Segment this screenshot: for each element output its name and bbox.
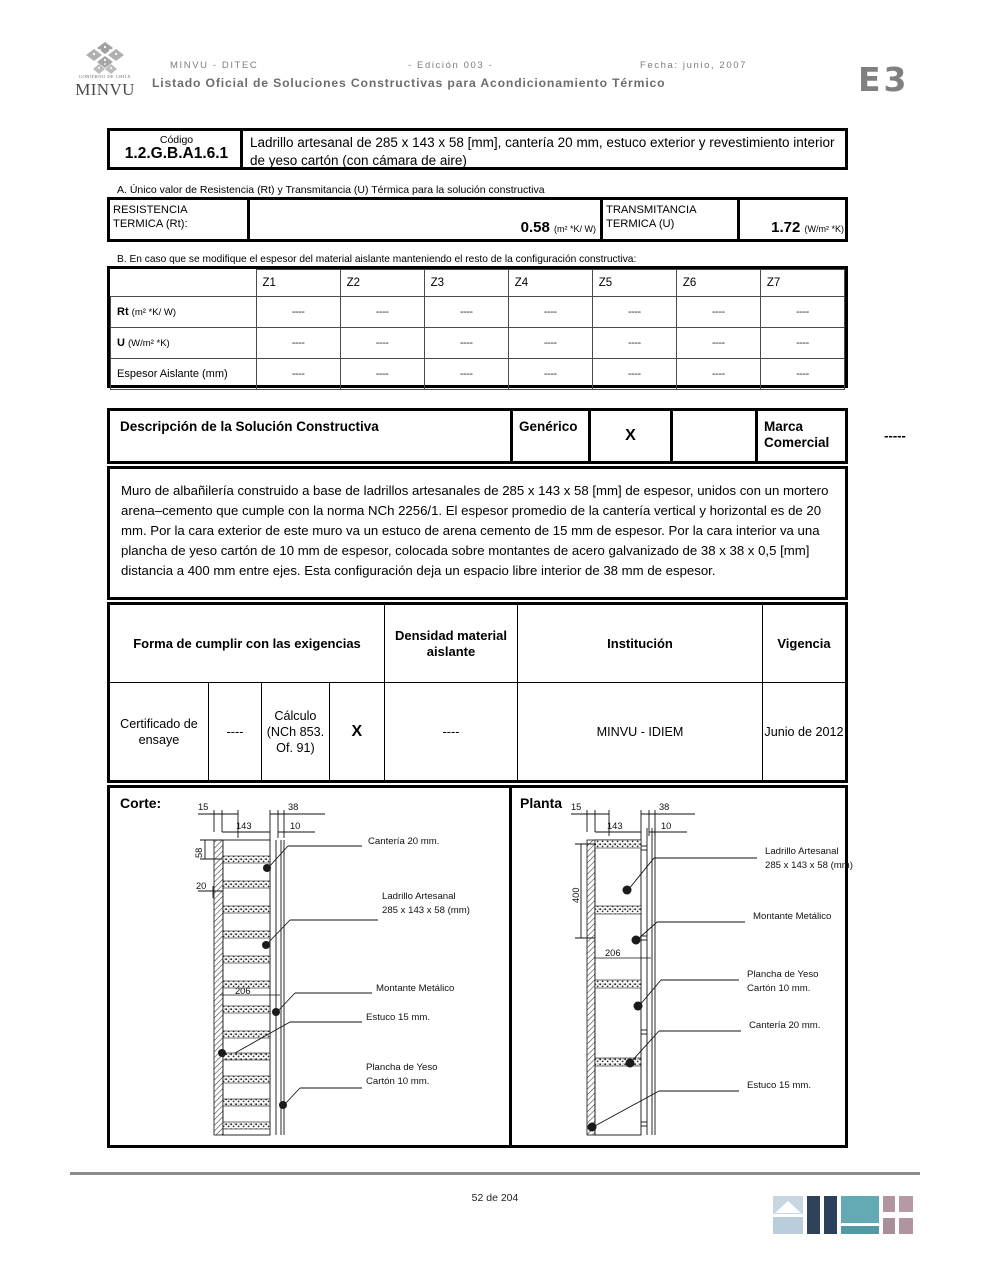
description-header-row [107, 408, 906, 464]
cell-u-z1: ---- [256, 328, 340, 359]
cell-rt-z2: ---- [340, 297, 424, 328]
logo-minvu-text: MINVU [75, 80, 135, 99]
compliance-header-row [110, 605, 845, 683]
logo-gobierno-text: GOBIERNO DE CHILE [78, 74, 132, 79]
generico-label: Genérico [519, 419, 578, 434]
header-forma: Forma de cumplir con las exigencias [110, 605, 385, 683]
cell-u-z2: ---- [340, 328, 424, 359]
description-text: Muro de albañilería construido a base de ladrillos artesanales de 285 x 143 x 58 [mm] de espesor, unidos con un mortero arena–cemento que cumple con la norma NCh 2256/1. El espesor promedio de la cantería vertical y horizontal es de 20 mm. Por la cara exterior de este muro va un estuco de arena cemento de 15 mm de espesor. Por la cara interior va una plancha de yeso cartón de 10 mm de espesor, colocada sobre montantes de acero galvanizado de 38 x 38 x 0,5 [mm] distancia a 400 mm entre ejes. Esta configuración deja un espacio libre interior de 38 mm de espesor. [121, 483, 829, 578]
zone-header-z7: Z7 [760, 270, 844, 297]
compliance-table [107, 602, 848, 783]
cell-u-z6: ---- [676, 328, 760, 359]
planta-drawing [509, 788, 851, 1145]
cell-rt-z5: ---- [592, 297, 676, 328]
vigencia-value: Junio de 2012 [763, 683, 846, 781]
cell-rt-z4: ---- [508, 297, 592, 328]
cell-esp-z4: ---- [508, 359, 592, 390]
page-header [0, 0, 990, 112]
corte-title: Corte: [120, 795, 162, 811]
institucion-value: MINVU - IDIEM [518, 683, 763, 781]
zone-table [110, 269, 845, 390]
compliance-data-row [110, 683, 845, 781]
corte-drawing [110, 788, 509, 1145]
header-densidad: Densidad material aislante [385, 605, 518, 683]
cell-esp-z7: ---- [760, 359, 844, 390]
table-row [111, 328, 845, 359]
zone-header-z5: Z5 [592, 270, 676, 297]
zone-header-z6: Z6 [676, 270, 760, 297]
planta-label-ladrillo-1: Ladrillo Artesanal [765, 846, 839, 857]
cell-rt-z6: ---- [676, 297, 760, 328]
section-a-note: A. Único valor de Resistencia (Rt) y Transmitancia (U) Térmica para la solución constructiva [117, 184, 545, 196]
corte-dim-206: 206 [235, 986, 251, 996]
corte-dim-38: 38 [288, 802, 299, 812]
planta-label-plancha-2: Cartón 10 mm. [747, 983, 811, 994]
planta-label-ladrillo-2: 285 x 143 x 58 (mm) [765, 860, 853, 871]
table-header-row [111, 270, 845, 297]
transmitancia-value: 1.72 (W/m² *K) [771, 219, 844, 236]
footer-logo [773, 1196, 913, 1240]
section-b-note: B. En caso que se modifique el espesor del material aislante manteniendo el resto de la configuración constructiva: [117, 254, 637, 265]
calculo-mark: X [329, 683, 384, 781]
description-title: Descripción de la Solución Constructiva [120, 419, 379, 434]
cell-esp-z1: ---- [256, 359, 340, 390]
header-vigencia: Vigencia [763, 605, 846, 683]
corte-dim-10: 10 [290, 821, 301, 831]
cell-esp-z2: ---- [340, 359, 424, 390]
header-edition: - Edición 003 - [408, 60, 494, 71]
code-label: Código [159, 134, 194, 146]
compliance-grid [110, 605, 845, 780]
corte-label-canteria: Cantería 20 mm. [368, 836, 440, 847]
certificado-label: Certificado de ensaye [110, 683, 208, 781]
code-description: Ladrillo artesanal de 285 x 143 x 58 [mm], cantería 20 mm, estuco exterior y revestimiento interior de yeso cartón (con cámara de aire) [250, 135, 835, 168]
header-title: Listado Oficial de Soluciones Constructivas para Acondicionamiento Térmico [152, 76, 666, 90]
drawings-panel [107, 785, 853, 1148]
planta-label-montante: Montante Metálico [753, 911, 832, 922]
row-label-u: U (W/m² *K) [111, 328, 257, 359]
planta-dim-38: 38 [659, 802, 670, 812]
header-org: MINVU - DITEC [170, 60, 259, 71]
cell-esp-z6: ---- [676, 359, 760, 390]
resistencia-label: RESISTENCIA TERMICA (Rt): [113, 204, 188, 230]
transmitancia-label: TRANSMITANCIA TERMICA (U) [606, 204, 697, 230]
header-institucion: Institución [518, 605, 763, 683]
corte-label-ladrillo-1: Ladrillo Artesanal [382, 891, 456, 902]
cell-u-z4: ---- [508, 328, 592, 359]
planta-label-plancha-1: Plancha de Yeso [747, 969, 819, 980]
section-b-table [107, 266, 848, 388]
cell-u-z5: ---- [592, 328, 676, 359]
marca-mark: ----- [884, 428, 906, 443]
corte-label-ladrillo-2: 285 x 143 x 58 (mm) [382, 905, 470, 916]
header-section-code: E3 [858, 60, 910, 99]
zone-corner-cell [111, 270, 257, 297]
cell-u-z7: ---- [760, 328, 844, 359]
planta-dim-206: 206 [605, 948, 621, 958]
table-row [111, 297, 845, 328]
section-a-table [107, 197, 848, 242]
planta-label-canteria: Cantería 20 mm. [749, 1020, 821, 1031]
corte-label-plancha-2: Cartón 10 mm. [366, 1076, 430, 1087]
planta-label-estuco: Estuco 15 mm. [747, 1080, 811, 1091]
corte-dim-58: 58 [194, 847, 204, 858]
corte-dim-20: 20 [196, 881, 207, 891]
marca-label: Marca Comercial [764, 419, 830, 450]
corte-label-montante: Montante Metálico [376, 983, 455, 994]
footer-rule [70, 1172, 920, 1175]
densidad-value: ---- [385, 683, 518, 781]
resistencia-value-cell [250, 200, 600, 239]
row-label-rt: Rt (m² *K/ W) [111, 297, 257, 328]
zone-header-z4: Z4 [508, 270, 592, 297]
corte-dim-15: 15 [198, 802, 209, 812]
certificado-mark: ---- [208, 683, 261, 781]
code-value: 1.2.G.B.A1.6.1 [124, 145, 229, 162]
desc-div1 [510, 411, 513, 461]
transmitancia-value-cell [740, 200, 848, 239]
cell-rt-z7: ---- [760, 297, 844, 328]
planta-dim-15: 15 [571, 802, 582, 812]
code-table [107, 128, 848, 170]
header-date: Fecha: junio, 2007 [640, 60, 747, 71]
calculo-label: Cálculo (NCh 853. Of. 91) [262, 683, 330, 781]
footer-logo-icon [773, 1196, 913, 1240]
corte-label-estuco: Estuco 15 mm. [366, 1012, 430, 1023]
corte-dim-143: 143 [236, 821, 252, 831]
row-label-espesor: Espesor Aislante (mm) [111, 359, 257, 390]
header-meta-row [0, 60, 990, 74]
zone-header-z2: Z2 [340, 270, 424, 297]
planta-dim-10: 10 [661, 821, 672, 831]
cell-rt-z1: ---- [256, 297, 340, 328]
corte-label-plancha-1: Plancha de Yeso [366, 1062, 438, 1073]
planta-dim-400: 400 [571, 887, 581, 903]
zone-header-z1: Z1 [256, 270, 340, 297]
planta-dim-143: 143 [607, 821, 623, 831]
cell-esp-z3: ---- [424, 359, 508, 390]
planta-title: Planta [520, 795, 563, 811]
cell-u-z3: ---- [424, 328, 508, 359]
generico-mark: X [625, 427, 636, 444]
table-row [111, 359, 845, 390]
cell-rt-z3: ---- [424, 297, 508, 328]
zone-header-z3: Z3 [424, 270, 508, 297]
desc-div4 [755, 411, 758, 461]
desc-div3 [670, 411, 673, 461]
page-number: 52 de 204 [471, 1192, 519, 1204]
resistencia-value: 0.58 (m² *K/ W) [520, 219, 596, 236]
cell-esp-z5: ---- [592, 359, 676, 390]
description-body [107, 466, 848, 600]
